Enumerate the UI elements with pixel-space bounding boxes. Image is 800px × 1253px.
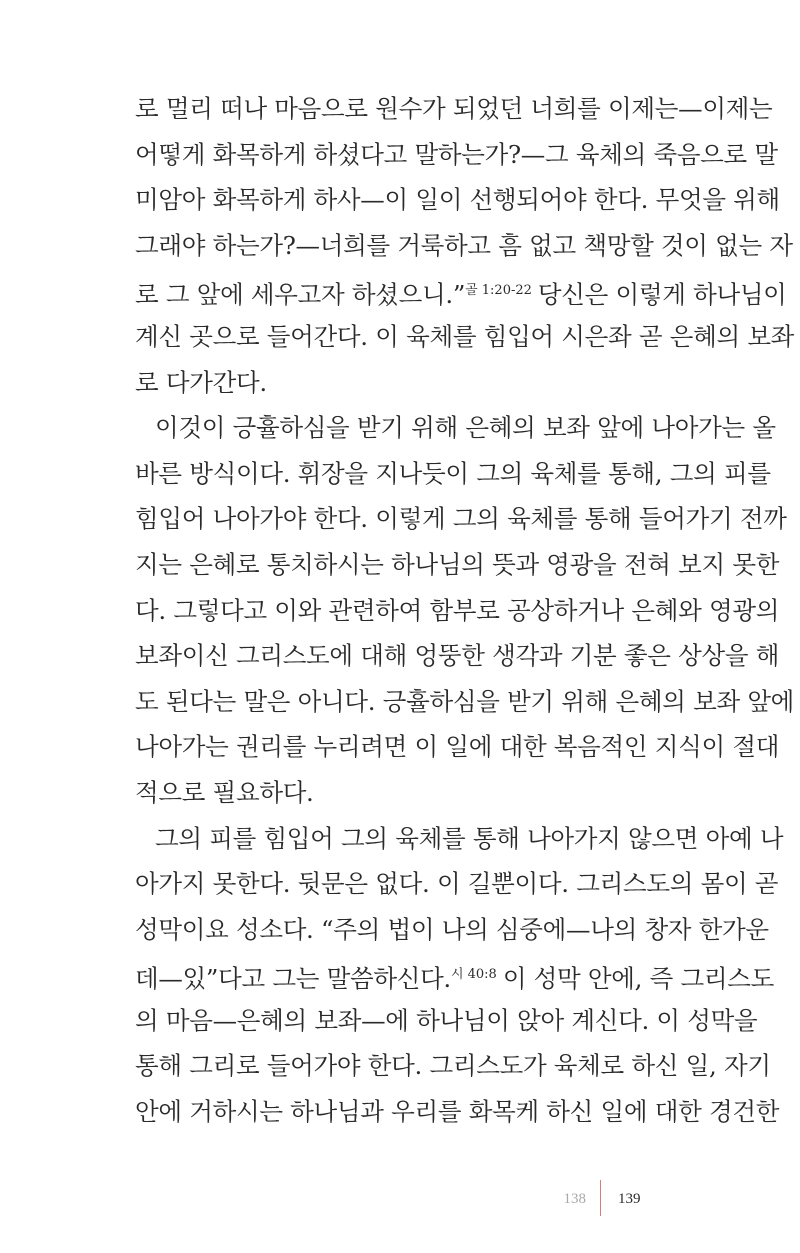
paragraph-start-line: 이것이 긍휼하심을 받기 위해 은혜의 보좌 앞에 나아가는 올 (155, 413, 776, 443)
text-line: 지는 은혜로 통치하시는 하나님의 뜻과 영광을 전혀 보지 못한 (135, 549, 780, 579)
text-line-with-reference (135, 952, 774, 998)
paragraph-start-line: 그의 피를 힘입어 그의 육체를 통해 나아가지 않으면 아예 나 (155, 823, 784, 853)
text-line: 로 다가간다. (135, 367, 267, 397)
text-line: 성막이요 성소다. “주의 법이 나의 심중에—나의 창자 한가운 (135, 914, 769, 944)
text-fragment: 데—있”다고 그는 말씀하신다. (135, 964, 451, 994)
page-number-left: 138 (563, 1191, 586, 1207)
text-line: 다. 그렇다고 이와 관련하여 함부로 공상하거나 은혜와 영광의 (135, 595, 780, 625)
text-line: 나아가는 권리를 누리려면 이 일에 대한 복음적인 지식이 절대 (135, 732, 780, 762)
text-line: 로 멀리 떠나 마음으로 원수가 되었던 너희를 이제는—이제는 (135, 94, 773, 123)
text-line: 보좌이신 그리스도에 대해 엉뚱한 생각과 기분 좋은 상상을 해 (135, 641, 780, 671)
scripture-reference: 시 40:8 (450, 967, 497, 983)
text-line: 안에 거하시는 하나님과 우리를 화목케 하신 일에 대한 경건한 (135, 1097, 780, 1127)
page-number-right: 139 (618, 1191, 641, 1207)
text-line: 미암아 화목하게 하사—이 일이 선행되어야 한다. 무엇을 위해 (135, 185, 780, 215)
page-number-divider (600, 1180, 601, 1216)
text-line: 의 마음—은혜의 보좌—에 하나님이 앉아 계신다. 이 성막을 (135, 1005, 758, 1035)
text-line: 아가지 못한다. 뒷문은 없다. 이 길뿐이다. 그리스도의 몸이 곧 (135, 869, 779, 899)
text-line: 도 된다는 말은 아니다. 긍휼하심을 받기 위해 은혜의 보좌 앞에 (135, 686, 795, 716)
text-fragment: 로 그 앞에 세우고자 하셨으니.” (135, 280, 466, 310)
text-fragment: 당신은 이렇게 하나님이 (537, 280, 787, 310)
scripture-reference: 골 1:20-22 (465, 283, 532, 299)
text-line: 그래야 하는가?—너희를 거룩하고 흠 없고 책망할 것이 없는 자 (135, 230, 793, 260)
text-line: 통해 그리로 들어가야 한다. 그리스도가 육체로 하신 일, 자기 (135, 1051, 771, 1081)
text-fragment: 이 성막 안에, 즉 그리스도 (502, 964, 774, 994)
text-line: 힘입어 나아가야 한다. 이렇게 그의 육체를 통해 들어가기 전까 (135, 504, 787, 534)
page-footer (0, 1180, 800, 1220)
text-line-with-reference (135, 268, 787, 314)
text-line: 어떻게 화목하게 하셨다고 말하는가?—그 육체의 죽음으로 말 (135, 139, 778, 169)
text-line: 바른 방식이다. 휘장을 지나듯이 그의 육체를 통해, 그의 피를 (135, 458, 771, 488)
text-line: 계신 곳으로 들어간다. 이 육체를 힘입어 시은좌 곧 은혜의 보좌 (135, 321, 795, 351)
text-line: 적으로 필요하다. (135, 777, 314, 807)
body-text (135, 86, 795, 1135)
